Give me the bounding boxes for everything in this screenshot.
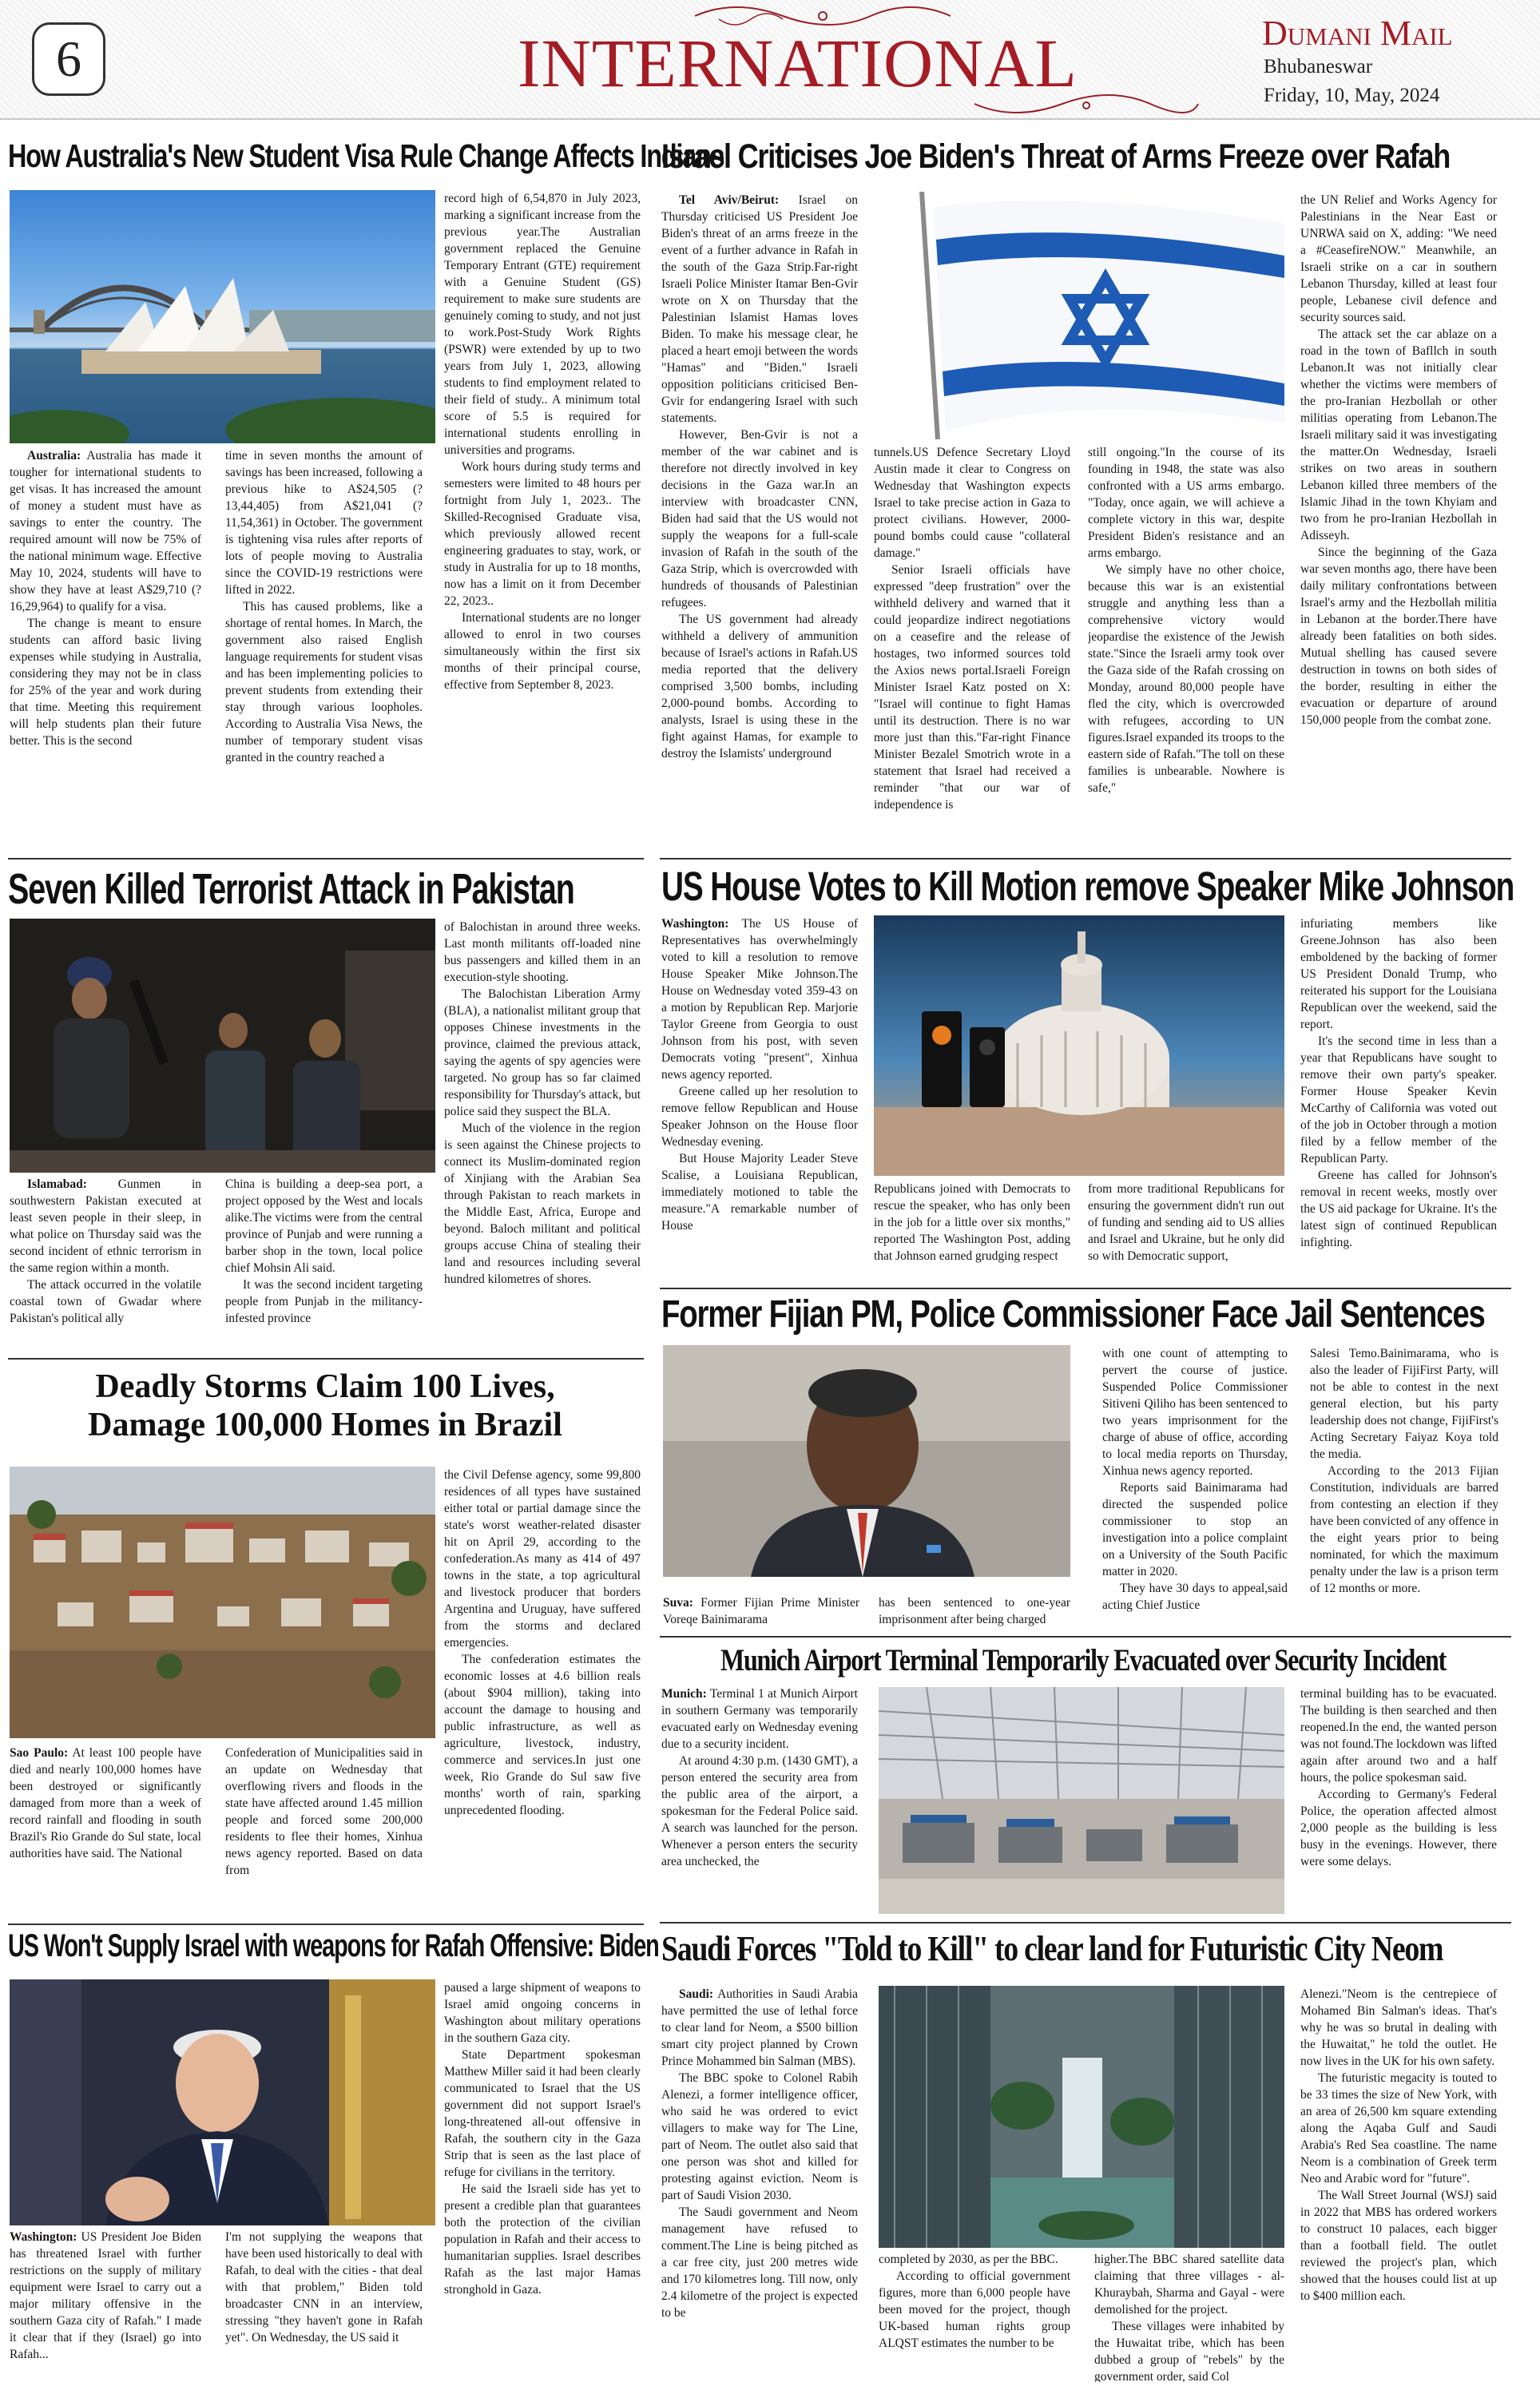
biden-text-2: I'm not supplying the weapons that have been used historically to deal with Rafah, to deal with the cities - that deal with that problem," Biden told broadcaster CNN in an interview, stressing "they haven't gone in Rafah yet". On Wednesday, the US said it: [225, 2230, 423, 2344]
brazil-text-3b: The confederation estimates the economic losses at 4.6 billion reals (about $904 million), taking into account the damage to housing and public infrastructure, as well as agriculture, livestock, industry, commerce and services.In just one week, Rio Grande do Sul saw five months' worth of rain, sparking unprecedented flooding.: [444, 1653, 641, 1817]
johnson-text-4b: It's the second time in less than a year that Republicans have sought to remove their own party's speaker. Former House Speaker Kevin McCarthy of California was voted out of the job in October through a motion filed by a fellow member of the Republican Party.: [1300, 1034, 1497, 1165]
rule-munich: [660, 1922, 1511, 1924]
brazil-col-2: [225, 1745, 423, 1924]
fiji-col-1: [663, 1594, 859, 1631]
joe-biden-photo: [10, 1979, 435, 2225]
visa-text-3: record high of 6,54,870 in July 2023, marking a significant increase from the previous year.The Australian government replaced the Genuine Temporary Entrant (GTE) requirement with a Genuine Student (GS) requirement to make sure students are genuinely coming to study, and not just to work.Post-Study Work Rights (PSWR) were extended by up to two years from July 1, 2023, allowing students to find employment related to their field of study.. A minimum total score of 5.5 is required for international students enrolling in universities and programs.: [444, 192, 641, 457]
neom-text-2b: According to official government figures, more than 6,000 people have been moved for the project, though UK-based human rights group ALQST estimates the number to be: [879, 2269, 1070, 2350]
munich-airport-photo: [879, 1687, 1284, 1914]
brazil-headline: [10, 1368, 641, 1444]
johnson-headline: US House Votes to Kill Motion remove Speaker Mike Johnson: [661, 863, 1514, 909]
rule-pakistan: [8, 1358, 644, 1360]
johnson-col-4: [1300, 915, 1497, 1283]
visa-col-2: [225, 447, 423, 853]
pakistan-dateline: Islamabad:: [27, 1177, 87, 1191]
neom-col-4: [1300, 1986, 1497, 2382]
visa-col-3: [444, 190, 641, 853]
israel-text-2b: Senior Israeli officials have expressed "deep frustration" over the withheld delivery and warned that it could jeopardize indirect negotiations on a ceasefire and the release of hostages, two informed sources told the Axios news portal.Israeli Foreign Minister Israel Katz posted on X: "Israel will continue to fight Hamas until its destruction. There is no war more just than this."Far-right Finance Minister Bezalel Smotrich wrote in a statement that Israel had received a reminder "that our war of independence is: [874, 563, 1070, 812]
visa-headline: How Australia's New Student Visa Rule Change Affects Indians: [8, 137, 724, 174]
rule-johnson: [660, 1288, 1511, 1289]
pakistan-text-3b: The Balochistan Liberation Army (BLA), a nationalist militant group that opposes Chinese investments in the province, claimed the previous attack, saying the agents of spy agencies were targeted. No group has so far claimed responsibility for Thursday's attack, but police said they suspect the BLA.: [444, 987, 641, 1118]
visa-text-2: time in seven months the amount of savings has been increased, following a previous hike to A$24,505 (?13,44,405) from A$21,041 (?11,54,361) in October. The government is tightening visa rules after reports of lots of people moving to Australia since the COVID-19 restrictions were lifted in 2022.: [225, 449, 423, 597]
neom-headline: Saudi Forces "Told to Kill" to clear land for Futuristic City Neom: [661, 1929, 1443, 1968]
brazil-col-3: [444, 1467, 641, 1924]
johnson-text-1b: Greene called up her resolution to remove fellow Republican and House Speaker Johnson on the House floor Wednesday evening.: [661, 1085, 858, 1149]
fiji-text-2: has been sentenced to one-year imprisonment after being charged: [879, 1596, 1070, 1626]
neom-text-4: Alenezi."Neom is the centrepiece of Mohamed Bin Salman's ideas. That's why he was so brutal in dealing with the Huwaitat," he told the outlet. He now lives in the UK for his own safety.: [1300, 1987, 1497, 2068]
visa-text-1b: The change is meant to ensure students can afford basic living expenses while studying in Australia, considering they may not be in class for 25% of the year and work during that time. Meeting this requirement will help students plan their future better. This is the second: [10, 617, 201, 748]
israel-col-4: [1300, 192, 1497, 852]
pakistan-text-1: Gunmen in southwestern Pakistan executed at least seven people in their sleep, in what police on Thursday said was the second incident of ethnic terrorism in the same region within a month.: [10, 1177, 201, 1275]
brazil-col-1: [10, 1745, 201, 1924]
biden-col-1: [10, 2229, 201, 2379]
israel-text-3: still ongoing."In the course of its founding in 1948, the state was also confronted with a US arms embargo. "Today, once again, we will achieve a complete victory in this war, despite President Biden's resistance and an arms embargo.: [1088, 446, 1284, 560]
brazil-text-1: At least 100 people have died and nearly 100,000 homes have been destroyed or significantly damaged from more than a week of record rainfall and flooding in south Brazil's Rio Grande do Sul state, local authorities have said. The National: [10, 1746, 201, 1860]
pakistan-headline: Seven Killed Terrorist Attack in Pakistan: [8, 865, 574, 913]
munich-dateline: Munich:: [661, 1687, 707, 1701]
johnson-text-2: Republicans joined with Democrats to rescue the speaker, who has only been in the job for a little over six months," reported The Washington Post, adding that Johnson earned grudging respect: [874, 1182, 1070, 1263]
us-capitol-photo: [874, 915, 1284, 1176]
masthead-date: Friday, 10, May, 2024: [1264, 85, 1440, 106]
visa-dateline: Australia:: [27, 449, 81, 463]
brazil-text-2: Confederation of Municipalities said in an update on Wednesday that overflowing rivers and floods in the state have affected around 1.45 million people and forced some 200,000 residents to flee their homes, Xinhua news agency reported. Based on data from: [225, 1746, 423, 1877]
israel-flag-photo: [874, 192, 1284, 439]
fiji-text-3b: Reports said Bainimarama had directed the suspended police commissioner to stop an investigation into a police complaint on a University of the South Pacific matter in 2020.: [1102, 1481, 1288, 1578]
fiji-col-2: [879, 1594, 1070, 1631]
munich-text-2b: According to Germany's Federal Police, the operation affected almost 2,000 people as the building is less busy in the evenings. However, there were some delays.: [1300, 1788, 1497, 1868]
fiji-col-4: [1310, 1345, 1498, 1633]
israel-col-1: [661, 192, 858, 852]
brazil-headline-line-1: Deadly Storms Claim 100 Lives,: [95, 1368, 555, 1405]
israel-text-4: the UN Relief and Works Agency for Palestinians in the Near East or UNRWA said on X, adding: "We need a #CeasefireNOW." Meanwhile, an Israeli strike on a car in southern Lebanon Thursday, killed at least four people, Lebanese civil defence and security sources said.: [1300, 193, 1497, 324]
masthead-city: Bhubaneswar: [1264, 56, 1373, 77]
neom-city-render: [879, 1986, 1284, 2248]
neom-text-3: higher.The BBC shared satellite data claiming that three villages - al-Khuraybah, Sharma and Gayal - were demolished for the project.: [1094, 2253, 1284, 2317]
pakistan-col-1: [10, 1176, 201, 1350]
visa-text-3b: Work hours during study terms and semesters were limited to 48 hours per fortnight from July 1, 2023.. The Skilled-Recognised Graduate visa, which previously allowed recent engineering graduates to stay, work, or study in Australia for up to 18 months, now has a limit on it from December 22, 2023..: [444, 460, 641, 608]
section-title: INTERNATIONAL: [518, 25, 1078, 101]
neom-text-3b: These villages were inhabited by the Huwaitat tribe, which has been dubbed a group of "rebels" by the government order, said Col: [1094, 2320, 1284, 2382]
neom-text-4b: The futuristic megacity is touted to be 33 times the size of New York, with an area of 26,500 km square extending along the Aqaba Gulf and Saudi Arabia's Red Sea coastline. The name Neom is a combination of Greek term Neo and Arabic word for "future".: [1300, 2071, 1497, 2186]
johnson-text-1c: But House Majority Leader Steve Scalise, a Louisiana Republican, immediately motioned to table the measure."A remarkable number of House: [661, 1152, 858, 1233]
neom-text-1c: The Saudi government and Neom management have refused to comment.The Line is being pitched as a car free city, just 200 metres wide and 170 kilometres long. Till now, only 2.4 kilometre of the project is expected to be: [661, 2205, 858, 2320]
johnson-col-2: [874, 1181, 1070, 1283]
israel-text-3b: We simply have no other choice, because this war is an existential struggle and anything less than a comprehensive victory would jeopardise the existence of the Jewish state."Since the Israeli army took over the Gaza side of the Rafah crossing on Monday, around 80,000 people have fled the city, which is overcrowded with refugees, according to UN figures.Israel expanded its troops to the eastern side of Rafah."The toll on these families is unbearable. Nowhere is safe,": [1088, 563, 1284, 795]
visa-text-1: Australia has made it tougher for international students to get visas. It has increased the amount of money a student must have as savings to enter the country. The required amount will now be 75% of the national minimum wage. Effective May 10, 2024, students will have to show they have at least A$29,710 (?16,29,964) to qualify for a visa.: [10, 449, 201, 613]
neom-dateline: Saudi:: [679, 1987, 714, 2001]
neom-col-2: [879, 2251, 1070, 2382]
sydney-opera-house-photo: [10, 190, 435, 443]
israel-dateline: Tel Aviv/Beirut:: [679, 193, 780, 207]
pakistan-text-2b: It was the second incident targeting people from Punjab in the militancy-infested province: [225, 1278, 423, 1325]
fiji-text-4: Salesi Temo.Bainimarama, who is also the leader of FijiFirst Party, will not be able to contest in the next general election, but his party leadership does not change, FijiFirst's Acting Secretary Faiyaz Koya told the media.: [1310, 1347, 1498, 1461]
biden-text-3c: He said the Israeli side has yet to present a credible plan that guarantees both the protection of the civilian population in Rafah and their access to humanitarian supplies. Israel describes Rafah as the last major Hamas stronghold in Gaza.: [444, 2182, 641, 2297]
brazil-flood-photo: [10, 1467, 435, 1738]
fiji-dateline: Suva:: [663, 1596, 693, 1610]
biden-headline: US Won't Supply Israel with weapons for Rafah Offensive: Biden: [8, 1928, 659, 1963]
brazil-headline-line-2: Damage 100,000 Homes in Brazil: [88, 1407, 562, 1443]
neom-col-1: [661, 1986, 858, 2382]
johnson-col-3: [1088, 1181, 1284, 1283]
johnson-text-4c: Greene has called for Johnson's removal in recent weeks, mostly over the US aid package for Ukraine. It's the latest sign of continued Republican infighting.: [1300, 1169, 1497, 1249]
munich-col-1: [661, 1685, 858, 1925]
israel-text-4b: The attack set the car ablaze on a road in the town of Bafllch in south Lebanon.It was not initially clear whether the victims were members of the pro-Iranian Hezbollah or other militias operating from Lebanon.The Israeli military said it was investigating the matter.On Wednesday, Israeli strikes on two areas in southern Lebanon killed three members of the Islamic Jihad in the town Khyiam and two from he pro-Iranian Hezbollah in Adisseyh.: [1300, 328, 1497, 542]
rule-fiji: [660, 1636, 1511, 1638]
visa-col-1: [10, 447, 201, 853]
masthead-paper-name: Dumani Mail: [1262, 14, 1453, 53]
neom-col-3: [1094, 2251, 1284, 2382]
israel-text-4c: Since the beginning of the Gaza war seven months ago, there have been daily military confrontations between Israel's army and the Hezbollah militia in Lebanon at the border.There have already been fatalities on both sides. Mutual shelling has caused severe destruction in towns on both sides of the border, resulting in either the evacuation or departure of around 150,000 people from the combat zone.: [1300, 546, 1497, 727]
israel-text-1b: However, Ben-Gvir is not a member of the war cabinet and is therefore not directly involved in key decisions in the Gaza war.In an interview with broadcaster CNN, Biden had said that the US would not supply the weapons for a full-scale invasion of Rafah in the south of the Gaza Strip, which is overcrowded with hundreds of thousands of Palestinian refugees.: [661, 428, 858, 609]
munich-text-1b: At around 4:30 p.m. (1430 GMT), a person entered the security area from the public area of the airport, a spokesman for the Federal Police said. A search was launched for the person. Whenever a person enters the security area unchecked, the: [661, 1754, 858, 1868]
biden-text-1: US President Joe Biden has threatened Israel with further restrictions on the supply of military equipment were Israel to carry out a major military offensive in the southern Gaza city of Rafah." I made it clear that if they (Israel) go into Rafah...: [10, 2230, 201, 2361]
israel-text-1: Israel on Thursday criticised US President Joe Biden's threat of an arms freeze in the event of a further advance in Rafah in the south of the Gaza Strip.Far-right Israeli Police Minister Itamar Ben-Gvir wrote on X on Thursday that the Palestinian Islamist Hamas loves Biden. To make his message clear, he placed a heart emoji between the words "Hamas" and "Biden." Israeli opposition politicians criticised Ben-Gvir for endangering Israel with such statements.: [661, 193, 858, 425]
israel-text-1c: The US government had already withheld a delivery of ammunition because of Israel's actions in Rafah.US media reported that the delivery comprised 3,500 bombs, including 2,000-pound bombs. According to analysts, Israel is using these in the fight against Hamas, for example to destroy the Islamists' underground: [661, 613, 858, 760]
biden-col-2: [225, 2229, 423, 2379]
biden-text-3b: State Department spokesman Matthew Miller said it had been clearly communicated to Israel that the US government did not support Israel's long-threatened all-out offensive in Rafah, the southern city in the Gaza Strip that is seen as the last place of refuge for civilians in the territory.: [444, 2048, 641, 2179]
fiji-text-3: with one count of attempting to pervert the course of justice. Suspended Police Commissioner Sitiveni Qiliho has been sentenced to two years imprisonment for the charge of abuse of office, according to local media reports on Thursday, Xinhua news agency reported.: [1102, 1347, 1288, 1478]
pakistan-col-2: [225, 1176, 423, 1350]
fiji-headline: Former Fijian PM, Police Commissioner Face Jail Sentences: [661, 1293, 1485, 1336]
israel-col-2: [874, 444, 1070, 852]
neom-text-4c: The Wall Street Journal (WSJ) said in 2022 that MBS has ordered workers to construct 10 palaces, each bigger than a football field. The outlet reviewed the project's plan, which showed that the houses could list at up to $400 million each.: [1300, 2189, 1497, 2303]
pakistan-col-3: [444, 919, 641, 1350]
rule-israel: [660, 858, 1511, 860]
pakistan-text-2: China is building a deep-sea port, a project opposed by the West and locals alike.The victims were from the central province of Punjab and were running a barber shop in the town, local police chief Mohsin Ali said.: [225, 1177, 423, 1275]
munich-text-1: Terminal 1 at Munich Airport in southern Germany was temporarily evacuated early on Wednesday evening due to a security incident.: [661, 1687, 858, 1751]
visa-text-3c: International students are no longer allowed to enrol in two courses simultaneously within the first six months of their principal course, effective from September 8, 2023.: [444, 611, 641, 692]
pakistan-police-photo: [10, 919, 435, 1173]
israel-headline: Israel Criticises Joe Biden's Threat of Arms Freeze over Rafah: [661, 137, 1451, 176]
pakistan-text-3c: Much of the violence in the region is seen against the Chinese projects to connect its Muslim-dominated region of Xinjiang with the Arabian Sea through Pakistan to reach markets in the Middle East, Africa, Europe and beyond. Baloch militant and political groups accuse China of stealing their land and resources including several hundred kilometres of shores.: [444, 1122, 641, 1286]
rule-brazil: [8, 1924, 644, 1925]
fiji-col-3: [1102, 1345, 1288, 1633]
johnson-text-1: The US House of Representatives has overwhelmingly voted to kill a resolution to remove House Speaker Mike Johnson.The House on Wednesday voted 359-43 on a motion by Republican Rep. Marjorie Taylor Greene from Georgia to oust Johnson from his post, with seven Democrats voting "present", Xinhua news agency reported.: [661, 917, 858, 1082]
brazil-dateline: Sao Paulo:: [10, 1746, 69, 1760]
rule-visa: [8, 858, 644, 860]
munich-col-2: [1300, 1685, 1497, 1925]
israel-col-3: [1088, 444, 1284, 852]
munich-text-2: terminal building has to be evacuated. The building is then searched and then reopened.In the end, the wanted person was not found.The lockdown was lifted again after around two and a half hours, the police spokesman said.: [1300, 1687, 1497, 1785]
fiji-text-3c: They have 30 days to appeal,said acting Chief Justice: [1102, 1582, 1288, 1612]
neom-text-1: Authorities in Saudi Arabia have permitted the use of lethal force to clear land for Neom, a $500 billion smart city project planned by Crown Prince Mohammed bin Salman (MBS).: [661, 1987, 858, 2068]
pakistan-text-1b: The attack occurred in the volatile coastal town of Gwadar where Pakistan's political ally: [10, 1278, 201, 1325]
brazil-text-3: the Civil Defense agency, some 99,800 residences of all types have sustained either total or partial damage since the state's worst weather-related disaster hit on April 29, according to the confederation.As many as 414 of 497 towns in the state, a top agricultural and livestock producer that borders Argentina and Uruguay, have suffered from the storms and declared emergencies.: [444, 1468, 641, 1650]
visa-text-2b: This has caused problems, like a shortage of rental homes. In March, the government also raised English language requirements for student visas and has been implementing policies to prevent students from extending their stay through various loopholes. According to Australia Visa News, the number of temporary student visas granted in the country reached a: [225, 600, 423, 764]
biden-text-3: paused a large shipment of weapons to Israel amid ongoing concerns in Washington about military operations in the southern Gaza city.: [444, 1981, 641, 2045]
bainimarama-photo: [663, 1345, 1070, 1577]
fiji-text-1: Former Fijian Prime Minister Voreqe Bainimarama: [663, 1596, 859, 1626]
johnson-dateline: Washington:: [661, 917, 729, 931]
johnson-text-4: infuriating members like Greene.Johnson has also been emboldened by the backing of former US President Donald Trump, who reiterated his support for the Louisiana Republican over the weekend, said the report.: [1300, 917, 1497, 1031]
pakistan-text-3: of Balochistan in around three weeks. Last month militants off-loaded nine bus passengers and killed them in an execution-style shooting.: [444, 920, 641, 984]
biden-dateline: Washington:: [10, 2230, 77, 2244]
neom-text-2: completed by 2030, as per the BBC.: [879, 2253, 1058, 2266]
biden-col-3: [444, 1979, 641, 2379]
munich-headline: Munich Airport Terminal Temporarily Evacuated over Security Incident: [720, 1643, 1447, 1677]
neom-text-1b: The BBC spoke to Colonel Rabih Alenezi, a former intelligence officer, who said he was ordered to evict villagers to make way for The Line, part of Neom. The outlet also said that one person was shot and killed for protesting against eviction. Neom is part of Saudi Vision 2030.: [661, 2071, 858, 2202]
page-number-box: [32, 22, 105, 96]
johnson-text-3: from more traditional Republicans for ensuring the government didn't run out of funding and sending aid to US allies and Israel and Ukraine, but he only did so with Democratic support,: [1088, 1182, 1284, 1263]
page-number: 6: [56, 30, 81, 87]
israel-text-2: tunnels.US Defence Secretary Lloyd Austin made it clear to Congress on Wednesday that Washington expects Israel to take precise action in Gaza to protect civilians. However, 2000-pound bombs could cause "collateral damage.": [874, 446, 1070, 560]
johnson-col-1: [661, 915, 858, 1283]
fiji-text-4b: According to the 2013 Fijian Constitution, individuals are barred from contesting an election if they have been convicted of any offence in the eight years prior to being nominated, for which the maximum penalty under the law is a prison term of 12 months or more.: [1310, 1464, 1498, 1595]
